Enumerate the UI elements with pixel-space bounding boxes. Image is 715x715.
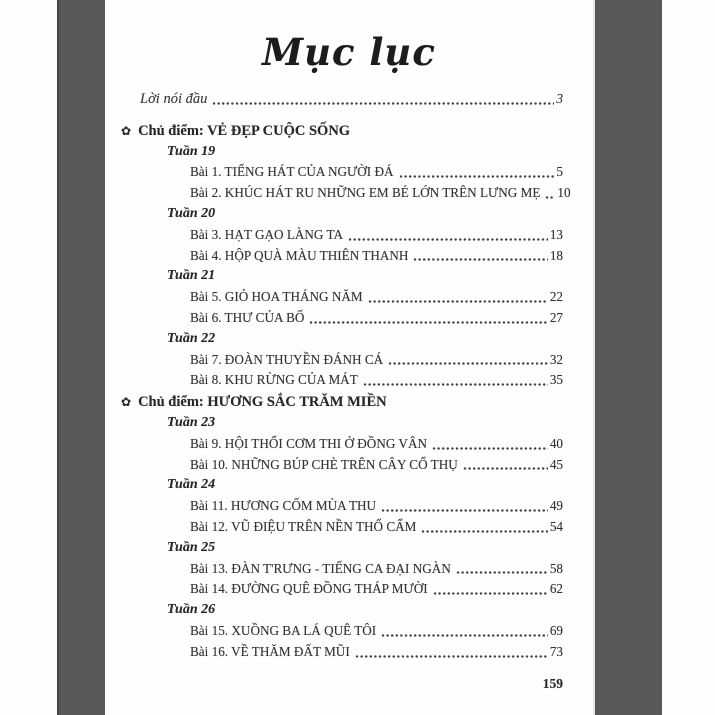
leader-dots — [348, 237, 548, 242]
toc-entry-label: Bài 4. HỘP QUÀ MÀU THIÊN THANH — [190, 247, 409, 263]
toc-row-lesson — [105, 246, 563, 267]
toc-row-section — [105, 392, 563, 413]
page-title: Mục lục — [262, 30, 436, 74]
leader-dots — [363, 382, 548, 387]
toc-row-week — [105, 600, 563, 621]
toc-entry-page-number: 32 — [549, 351, 563, 367]
toc-entry-page-number: 27 — [549, 309, 563, 325]
toc-entry-page-number: 40 — [549, 435, 563, 451]
leader-dots — [381, 633, 548, 638]
toc-entry-label: Bài 9. HỘI THỔI CƠM THI Ở ĐỒNG VÂN — [190, 435, 428, 451]
toc-entry-label: Tuần 20 — [167, 205, 216, 221]
leader-dots — [413, 257, 547, 262]
toc-entry-page-number: 62 — [549, 581, 563, 597]
toc-entry-page-number: 3 — [556, 91, 563, 106]
toc-entry-page-number: 54 — [549, 518, 563, 534]
toc-entry-page-number: 69 — [549, 622, 563, 638]
toc-entry-label: Bài 10. NHỮNG BÚP CHÈ TRÊN CÂY CỔ THỤ — [190, 456, 458, 472]
toc-entry-label: Tuần 24 — [167, 477, 216, 493]
toc-entry-page-number: 35 — [549, 372, 563, 388]
toc-row-lesson — [105, 434, 563, 455]
leader-dots — [456, 570, 548, 575]
florette-icon: ✿ — [121, 123, 132, 138]
toc-row-lesson — [105, 370, 563, 391]
toc-row-week — [105, 204, 563, 225]
toc-row-lesson — [105, 350, 563, 371]
toc-entry-label: Chủ điểm: VẺ ĐẸP CUỘC SỐNG — [138, 122, 351, 139]
toc-row-lesson — [105, 496, 563, 517]
toc-entry-label: Bài 13. ĐÀN T'RƯNG - TIẾNG CA ĐẠI NGÀN — [190, 560, 451, 576]
toc-row-lesson — [105, 308, 563, 329]
book-left-edge — [57, 0, 107, 715]
toc-row-lesson — [105, 579, 563, 600]
leader-dots — [368, 299, 548, 304]
toc-entry-label: Tuần 23 — [167, 414, 216, 430]
toc-entry-page-number: 5 — [556, 164, 563, 180]
toc — [105, 89, 593, 663]
toc-entry-page-number: 58 — [549, 560, 563, 576]
toc-row-week — [105, 538, 563, 559]
toc-entry-label: Tuần 21 — [167, 268, 216, 284]
toc-entry-label: Tuần 25 — [167, 539, 216, 555]
toc-entry-label: Chủ điểm: HƯƠNG SẮC TRĂM MIỀN — [138, 394, 387, 411]
leader-dots — [545, 195, 555, 200]
toc-row-week — [105, 266, 563, 287]
toc-entry-page-number: 22 — [549, 289, 563, 305]
toc-entry-page-number: 10 — [557, 185, 571, 201]
toc-entry-label: Bài 2. KHÚC HÁT RU NHỮNG EM BÉ LỚN TRÊN LƯNG MẸ — [190, 185, 541, 201]
toc-row-lesson — [105, 559, 563, 580]
leader-dots — [212, 101, 554, 106]
toc-entry-label: Tuần 26 — [167, 602, 216, 618]
leader-dots — [463, 466, 548, 471]
toc-entry-label: Bài 3. HẠT GẠO LÀNG TA — [190, 226, 344, 242]
toc-row-lesson — [105, 455, 563, 476]
leader-dots — [355, 654, 548, 659]
toc-entry-page-number: 49 — [549, 498, 563, 514]
toc-entry-page-number: 45 — [549, 456, 563, 472]
toc-entry-page-number: 13 — [549, 226, 563, 242]
toc-row-lesson — [105, 183, 571, 204]
book-right-edge — [593, 0, 662, 715]
toc-row-week — [105, 142, 563, 163]
toc-entry-page-number: 73 — [549, 643, 563, 659]
toc-row-week — [105, 413, 563, 434]
toc-row-section — [105, 121, 563, 142]
toc-row-week — [105, 329, 563, 350]
toc-entry-page-number: 18 — [549, 247, 563, 263]
leader-dots — [399, 174, 555, 179]
leader-dots — [388, 361, 548, 366]
toc-entry-label: Bài 11. HƯƠNG CỐM MÙA THU — [190, 498, 377, 514]
toc-row-lesson — [105, 642, 563, 663]
toc-row-lesson — [105, 287, 563, 308]
toc-entry-label: Bài 1. TIẾNG HÁT CỦA NGƯỜI ĐÁ — [190, 164, 394, 180]
toc-row-lesson — [105, 517, 563, 538]
toc-entry-label: Bài 12. VŨ ĐIỆU TRÊN NỀN THỔ CẨM — [190, 518, 417, 534]
toc-row-week — [105, 475, 563, 496]
leader-dots — [309, 320, 547, 325]
leader-dots — [433, 591, 548, 596]
toc-entry-label: Bài 7. ĐOÀN THUYỀN ĐÁNH CÁ — [190, 351, 384, 367]
toc-row-lesson — [105, 162, 563, 183]
toc-entry-label: Lời nói đầu — [140, 91, 208, 107]
toc-row-lesson — [105, 225, 563, 246]
leader-dots — [421, 529, 547, 534]
folio-page-number: 159 — [542, 675, 563, 691]
toc-entry-label: Bài 8. KHU RỪNG CỦA MÁT — [190, 372, 358, 388]
leader-dots — [381, 508, 548, 513]
toc-entry-label: Bài 5. GIỎ HOA THÁNG NĂM — [190, 289, 363, 305]
florette-icon: ✿ — [121, 395, 132, 410]
toc-row-foreword — [105, 89, 563, 110]
toc-entry-label: Bài 16. VỀ THĂM ĐẤT MŨI — [190, 643, 350, 659]
toc-entry-label: Bài 15. XUỒNG BA LÁ QUÊ TÔI — [190, 622, 377, 638]
toc-page — [105, 0, 593, 715]
toc-entry-label: Bài 14. ĐƯỜNG QUÊ ĐỒNG THÁP MƯỜI — [190, 581, 428, 597]
toc-entry-label: Bài 6. THƯ CỦA BỐ — [190, 309, 305, 325]
toc-row-lesson — [105, 621, 563, 642]
toc-entry-label: Tuần 19 — [167, 143, 216, 159]
toc-entry-label: Tuần 22 — [167, 330, 216, 346]
leader-dots — [432, 446, 548, 451]
